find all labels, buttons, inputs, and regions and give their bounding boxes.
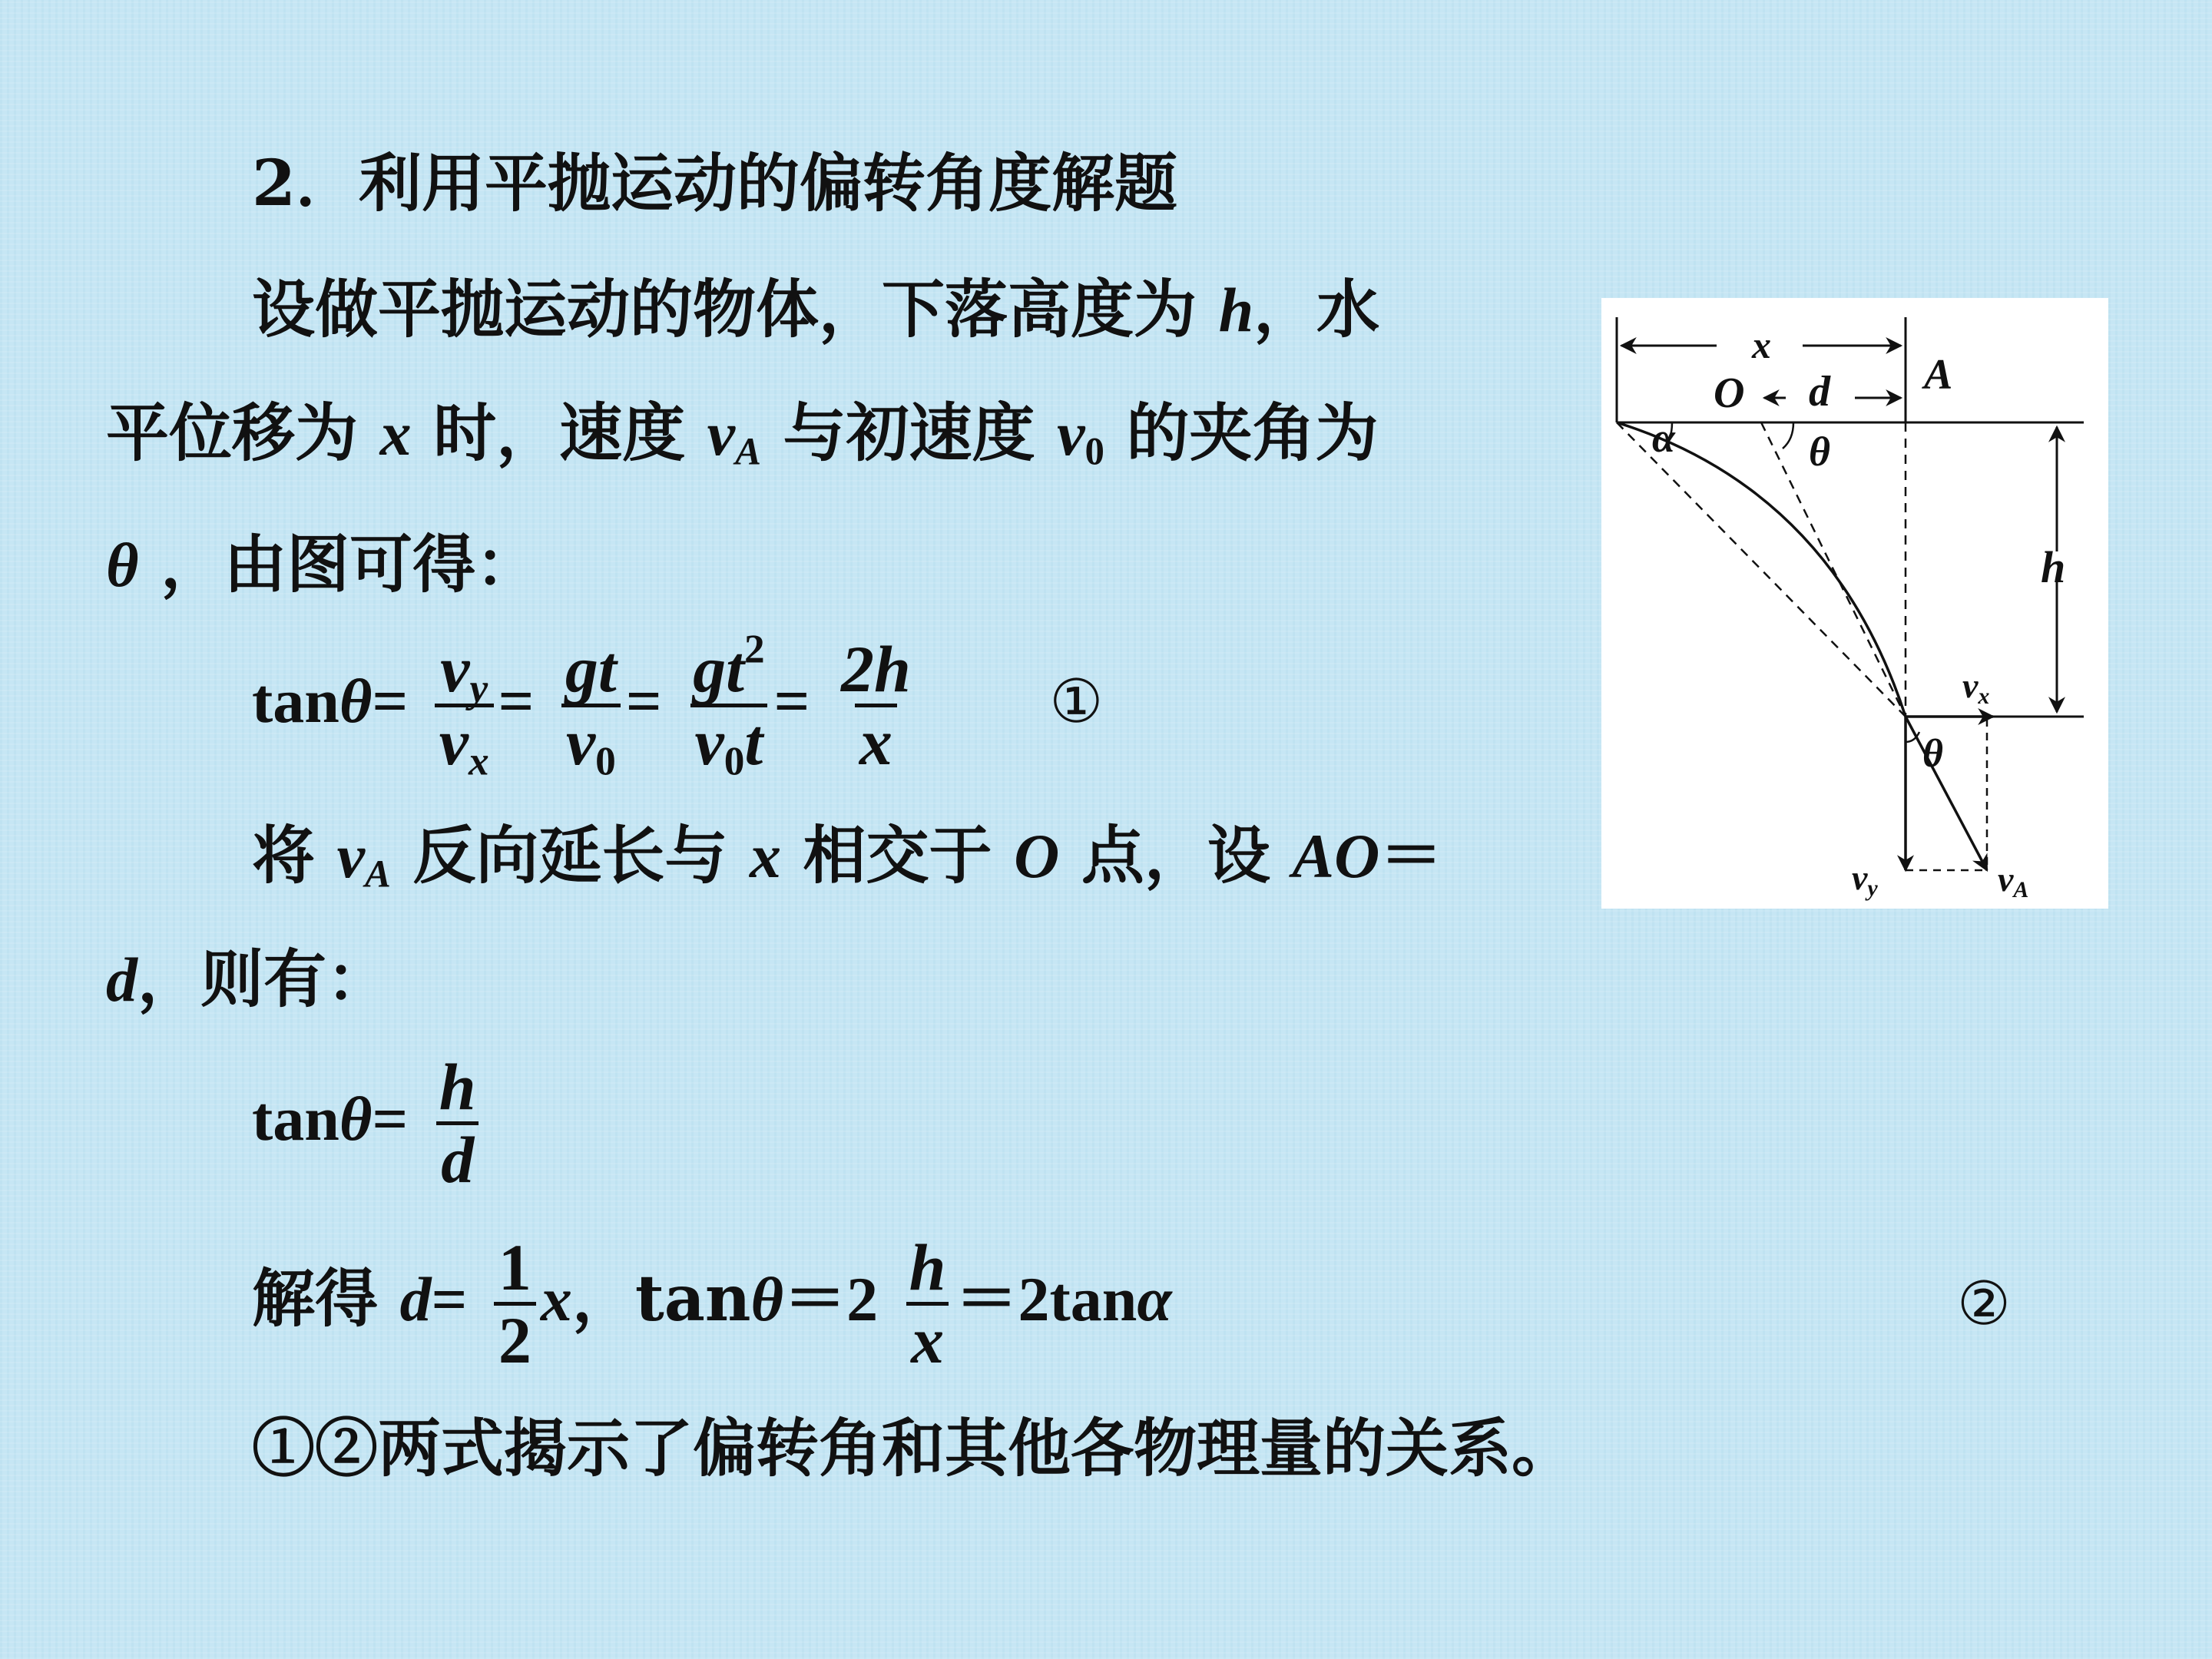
para2-var-O: O	[1014, 821, 1060, 891]
dashed-chord-line	[1617, 422, 1906, 717]
eq1-frac-gt-v0	[561, 632, 621, 784]
eq3-frac1-den: 2	[494, 1302, 536, 1375]
eq1-frac4-den: x	[855, 704, 897, 777]
eq3-text-4: ＝2tan	[955, 1264, 1137, 1335]
para2-var-x: x	[749, 821, 781, 891]
fig-label-theta-top: θ	[1809, 429, 1831, 475]
para2-var-d: d	[106, 945, 137, 1015]
fig-label-x: x	[1752, 323, 1771, 366]
eq2-frac-h-d	[435, 1052, 481, 1195]
para1-text-6: 的夹角为	[1104, 396, 1379, 470]
para2-line2	[106, 942, 390, 1016]
vA-arrow	[1906, 717, 1987, 870]
eq1-frac3-den	[690, 704, 768, 784]
eq1-frac1-den	[435, 704, 494, 784]
fig-label-theta-bottom: θ	[1922, 732, 1943, 776]
eq2-theta: θ	[339, 1084, 373, 1154]
equation-mark-1: ①	[1049, 667, 1104, 737]
eq3-text-1: 解得	[252, 1262, 400, 1336]
eq1-frac-gt2-v0t	[688, 625, 770, 784]
eq3-theta: θ	[750, 1264, 784, 1335]
para1-text-5: 与初速度	[760, 396, 1058, 470]
eq1-eq-1: =	[372, 666, 409, 737]
eq1-frac-vy-vx	[435, 632, 494, 784]
var-vA-base: v	[707, 399, 736, 469]
eq2-tan: tan	[252, 1084, 339, 1154]
eq1-frac2-den-base: v	[565, 705, 596, 780]
para1-line1	[252, 273, 1380, 346]
para2-text-3: 相交于	[780, 819, 1015, 892]
para2-var-AO: AO	[1292, 821, 1380, 891]
para1-text-4: 时，速度	[411, 396, 707, 470]
var-vA	[707, 399, 761, 473]
eq3-var-d: d	[399, 1264, 432, 1335]
eq1-theta: θ	[339, 666, 373, 737]
fig-label-vx-sub: x	[1978, 684, 1990, 709]
para2-text-5: ＝	[1379, 819, 1443, 892]
fig-label-vA	[1998, 859, 2028, 902]
eq1-eq-4: =	[773, 666, 810, 737]
conclusion-text: ①②两式揭示了偏转角和其他各物理量的关系。	[252, 1412, 1575, 1485]
para2-var-vA-base: v	[336, 821, 365, 891]
fig-label-h: h	[2041, 542, 2066, 592]
eq3-frac2-num: h	[909, 1230, 946, 1304]
fig-label-vA-base: v	[1998, 859, 2014, 899]
eq1-frac4-num: 2h	[840, 632, 911, 706]
eq2-eq: =	[372, 1084, 409, 1154]
para1-text-7: ，由图可得：	[138, 528, 539, 601]
trajectory-curve	[1617, 422, 1906, 717]
var-theta: θ	[106, 530, 139, 600]
fig-label-O: O	[1714, 369, 1745, 417]
heading-text: 2．利用平抛运动的偏转角度解题	[252, 147, 1178, 220]
var-v0	[1057, 399, 1104, 473]
eq1-frac1-num-sub: y	[469, 664, 488, 711]
fig-label-vA-sub: A	[2013, 877, 2029, 902]
eq1-frac1-num-base: v	[440, 632, 470, 706]
eq3-frac2-den: x	[906, 1302, 949, 1375]
para1-text-3: 平位移为	[106, 396, 380, 470]
para2-var-vA	[336, 821, 391, 896]
para1-text-1: 设做平抛运动的物体，下落高度为	[252, 273, 1219, 346]
eq1-tan: tan	[252, 666, 339, 737]
para1-text-2: ，水	[1253, 273, 1380, 346]
fig-label-A: A	[1924, 351, 1953, 399]
equation-1	[252, 625, 1104, 784]
theta-top-arc	[1783, 422, 1793, 449]
para1-line3	[106, 528, 539, 601]
eq3-text-2: ，tan	[571, 1262, 751, 1336]
eq1-frac3-den-base: v	[694, 705, 724, 780]
eq3-text-3: ＝2	[783, 1264, 879, 1335]
eq3-frac-1-2	[494, 1230, 536, 1378]
equation-mark-2: ②	[1957, 1269, 2011, 1339]
para2-text-1: 将	[252, 819, 337, 892]
fig-label-vx-base: v	[1962, 666, 1979, 705]
para2-text-2: 反向延长与	[390, 819, 750, 892]
eq1-frac2-num: gt	[565, 632, 617, 706]
eq1-frac2-den-sub: 0	[595, 737, 616, 784]
eq3-eq: =	[431, 1264, 468, 1335]
eq1-frac2-den	[561, 704, 621, 784]
eq1-frac3-den-t: t	[744, 705, 763, 780]
eq3-alpha: α	[1137, 1264, 1172, 1335]
conclusion	[252, 1412, 1575, 1485]
eq1-eq-2: =	[498, 666, 535, 737]
fig-label-d: d	[1809, 368, 1830, 416]
var-v0-sub: 0	[1084, 429, 1104, 473]
var-h: h	[1218, 275, 1254, 345]
eq1-eq-3: =	[625, 666, 662, 737]
eq2-frac-num: h	[439, 1050, 476, 1124]
eq1-frac1-num	[435, 632, 492, 711]
eq3-frac1-num: 1	[498, 1230, 531, 1304]
heading	[252, 147, 1178, 220]
para1-line2	[106, 396, 1379, 473]
eq1-frac1-den-base: v	[439, 705, 469, 780]
eq2-frac-den: d	[436, 1121, 478, 1194]
para2-text-6: ，则有：	[137, 942, 390, 1016]
equation-2	[252, 1052, 485, 1195]
eq1-frac-2h-x	[836, 632, 916, 780]
fig-label-vy-sub: y	[1867, 876, 1878, 901]
equation-3	[252, 1230, 2034, 1378]
eq1-frac3-num-base: gt	[693, 632, 745, 706]
eq1-frac3-num	[688, 625, 770, 706]
var-vA-sub: A	[735, 429, 761, 473]
var-v0-base: v	[1057, 399, 1085, 469]
eq3-frac-h-x	[905, 1230, 951, 1378]
fig-label-vy-base: v	[1852, 858, 1868, 897]
para2-var-vA-sub: A	[364, 852, 391, 896]
para2-text-4: 点，设	[1059, 819, 1293, 892]
dashed-tangent-line	[1761, 422, 1906, 717]
fig-label-vy	[1852, 858, 1878, 901]
para2-line1	[252, 819, 1443, 896]
fig-label-alpha: α	[1652, 415, 1675, 461]
projectile-diagram	[1601, 298, 2108, 909]
eq3-var-x: x	[540, 1264, 572, 1335]
var-x: x	[379, 399, 412, 469]
eq1-frac3-num-sup: 2	[744, 625, 765, 672]
eq1-frac1-den-sub: x	[468, 737, 489, 784]
fig-label-vx	[1962, 666, 1989, 709]
eq1-frac3-den-sub: 0	[724, 737, 745, 784]
